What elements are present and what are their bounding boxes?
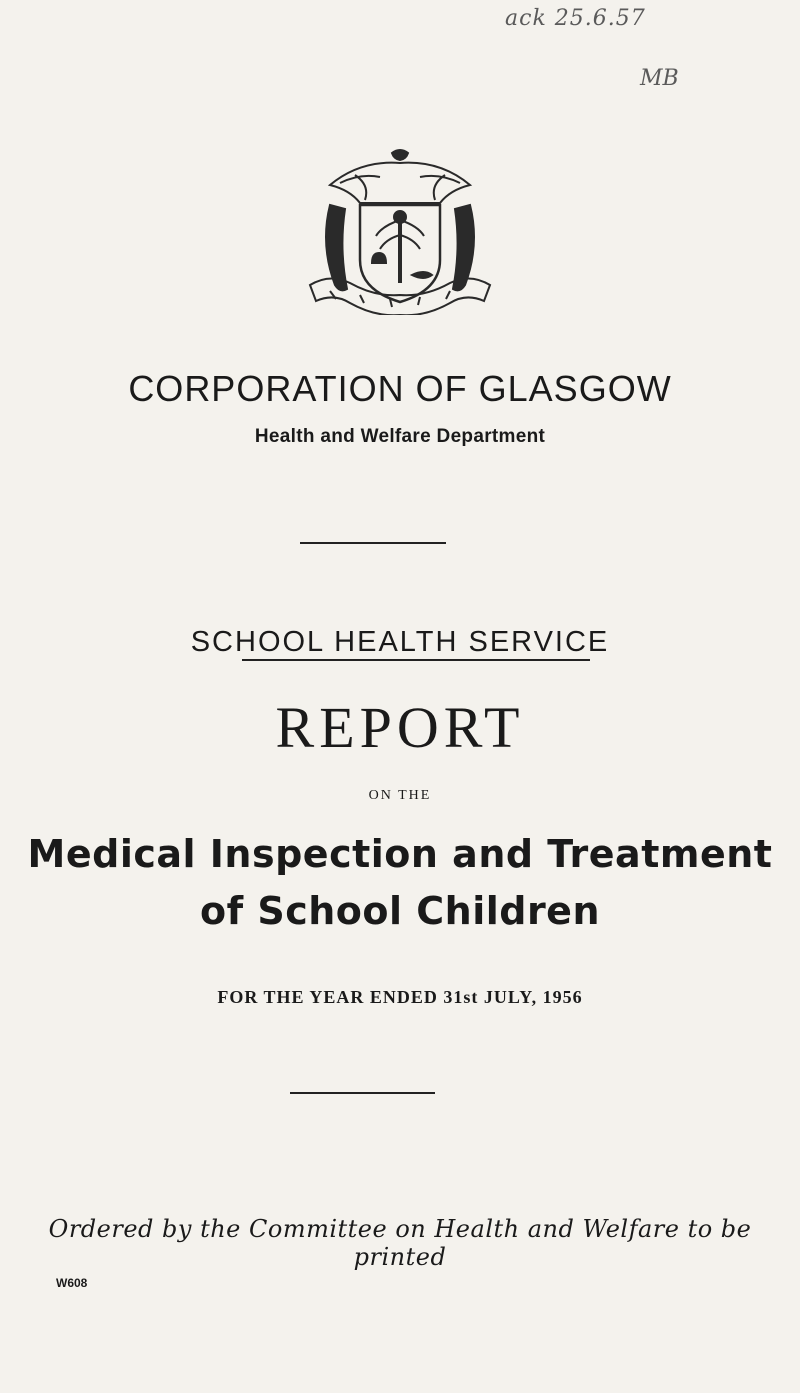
department-subheading: Health and Welfare Department (254, 426, 546, 447)
print-code: W608 (56, 1276, 88, 1290)
handwritten-annotation: ack 25.6.57 (505, 6, 646, 31)
service-heading: SCHOOL HEALTH SERVICE (190, 626, 610, 658)
ordered-by-statement: Ordered by the Committee on Health and Welfare to be printed (48, 1215, 752, 1271)
glasgow-coat-of-arms-icon (300, 145, 500, 315)
on-the-label: ON THE (368, 788, 432, 803)
report-period: FOR THE YEAR ENDED 31st JULY, 1956 (217, 987, 583, 1007)
service-underline (242, 659, 590, 661)
report-subject-line-1: Medical Inspection and Treatment (27, 832, 773, 876)
divider (290, 1092, 435, 1094)
handwritten-initials: MB (640, 66, 679, 91)
report-subject-line-2: of School Children (199, 889, 601, 933)
divider (300, 542, 446, 544)
organization-heading: CORPORATION OF GLASGOW (128, 368, 672, 409)
report-title: REPORT (275, 695, 525, 760)
